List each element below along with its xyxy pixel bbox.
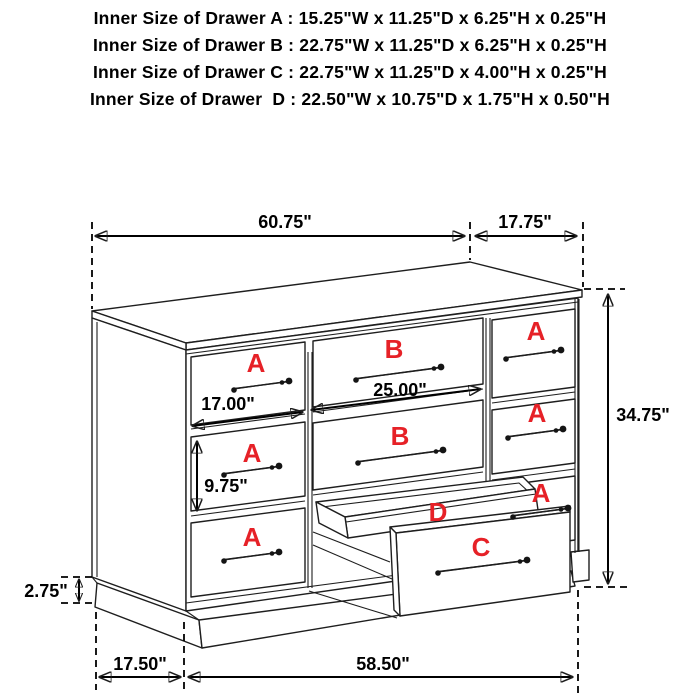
dim-base-depth-value: 17.50" bbox=[113, 654, 167, 674]
label-drawer-b2: B bbox=[390, 421, 410, 451]
dimension-base-height bbox=[24, 577, 97, 603]
dim-total-height-value: 34.75" bbox=[616, 405, 670, 425]
label-drawer-b1: B bbox=[384, 334, 404, 364]
dim-top-depth-value: 17.75" bbox=[498, 212, 552, 232]
label-drawer-a2-right: A bbox=[527, 398, 547, 428]
label-drawer-a1-right: A bbox=[526, 316, 546, 346]
label-drawer-a3-right: A bbox=[531, 478, 551, 508]
dim-left-drawer-height-value: 9.75" bbox=[204, 476, 248, 496]
label-drawer-a3-left: A bbox=[242, 522, 262, 552]
spec-line-drawer-c: Inner Size of Drawer C : 22.75"W x 11.25"D x 4.00"H x 0.25"H bbox=[92, 62, 608, 82]
dimension-total-height bbox=[584, 289, 670, 587]
dim-base-width-value: 58.50" bbox=[356, 654, 410, 674]
dim-top-width-value: 60.75" bbox=[258, 212, 312, 232]
label-drawer-a1-left: A bbox=[246, 348, 266, 378]
dim-left-drawer-width-value: 17.00" bbox=[201, 394, 255, 414]
spec-line-drawer-b: Inner Size of Drawer B : 22.75"W x 11.25"D x 6.25"H x 0.25"H bbox=[92, 35, 608, 55]
dim-base-height-value: 2.75" bbox=[24, 581, 68, 601]
label-drawer-d: D bbox=[428, 497, 448, 527]
left-side-panel bbox=[92, 318, 186, 611]
label-drawer-a2-left: A bbox=[242, 438, 262, 468]
spec-line-drawer-a: Inner Size of Drawer A : 15.25"W x 11.25"D x 6.25"H x 0.25"H bbox=[93, 8, 607, 28]
spec-line-drawer-d: Inner Size of Drawer D : 22.50"W x 10.75"D x 1.75"H x 0.50"H bbox=[89, 89, 611, 109]
label-drawer-c: C bbox=[471, 532, 491, 562]
dim-center-drawer-width-value: 25.00" bbox=[373, 380, 427, 400]
